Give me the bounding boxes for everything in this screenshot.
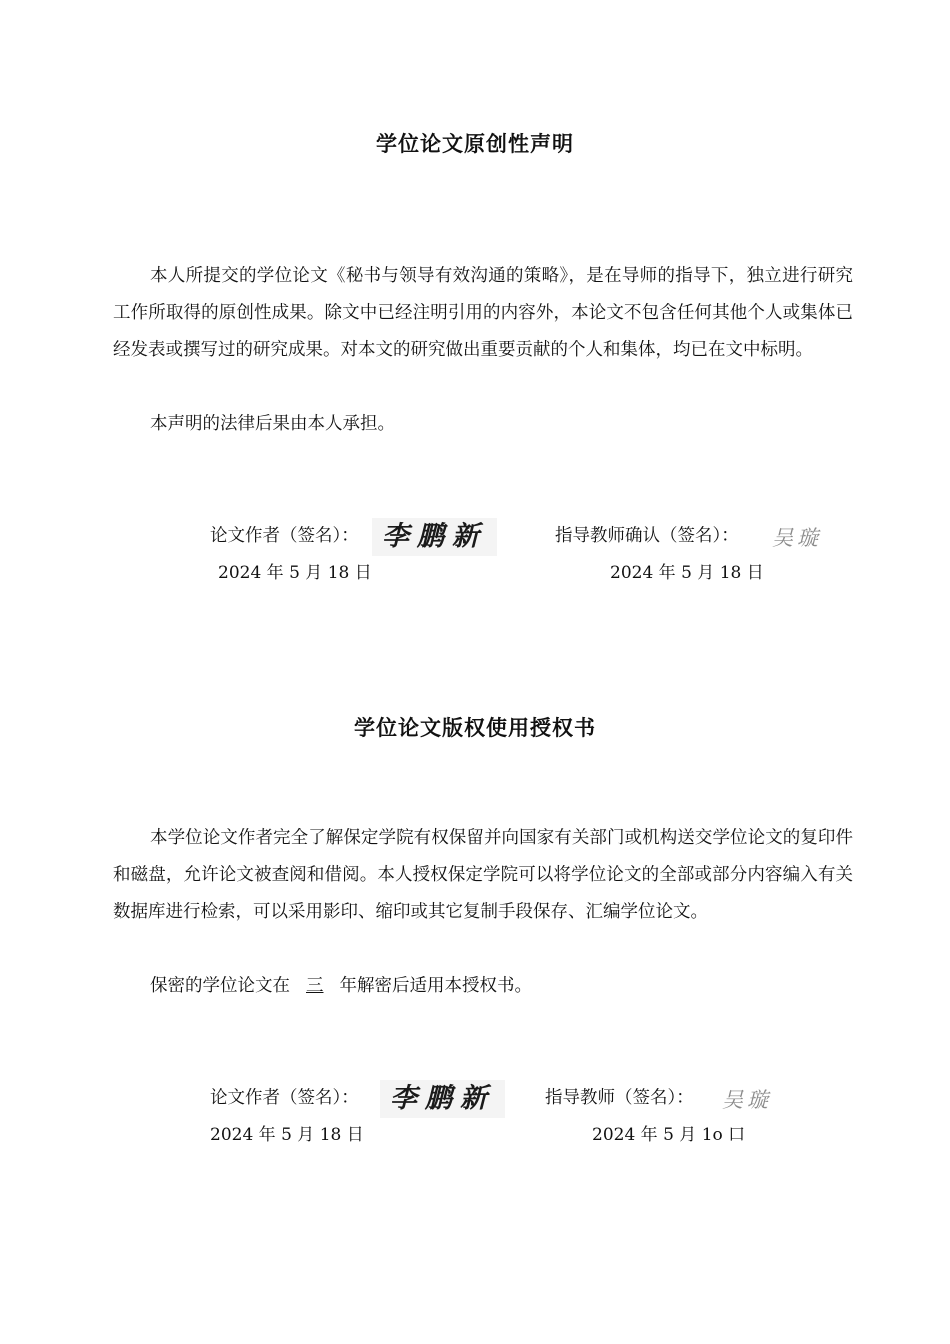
declaration-advisor-date: 2024 年 5 月 18 日 [610,563,764,583]
authorization-advisor-label: 指导教师（签名）： [545,1088,694,1108]
secret-clause [113,968,532,1005]
authorization-paragraph: 本学位论文作者完全了解保定学院有权保留并向国家有关部门或机构送交学位论文的复印件和磁盘，允许论文被查阅和借阅。本人授权保定学院可以将学位论文的全部或部分内容编入有关数据库进行检索，可以采用影印、缩印或其它复制手段保存、汇编学位论文。 [113,828,853,922]
declaration-advisor-label: 指导教师确认（签名）： [555,526,739,546]
authorization-author-date: 2024 年 5 月 18 日 [210,1125,364,1145]
authorization-advisor-signature: 吴璇 [722,1088,772,1112]
declaration-paragraph: 本人所提交的学位论文《秘书与领导有效沟通的策略》，是在导师的指导下，独立进行研究工作所取得的原创性成果。除文中已经注明引用的内容外，本论文不包含任何其他个人或集体已经发表或撰写过的研究成果。对本文的研究做出重要贡献的个人和集体，均已在文中标明。 [113,266,853,360]
authorization-advisor-date: 2024 年 5 月 1ο 口 [592,1125,746,1145]
secret-suffix: 年解密后适用本授权书。 [339,976,532,996]
declaration-title: 学位论文原创性声明 [376,132,574,156]
secret-years: 三 [306,976,324,996]
declaration-author-signature: 李鹏新 [372,518,497,556]
declaration-legal-note: 本声明的法律后果由本人承担。 [150,414,395,434]
authorization-author-label: 论文作者（签名）： [210,1088,359,1108]
declaration-author-label: 论文作者（签名）： [210,526,359,546]
declaration-author-date: 2024 年 5 月 18 日 [218,563,372,583]
declaration-advisor-signature: 吴璇 [772,526,822,550]
authorization-title: 学位论文版权使用授权书 [354,716,596,740]
authorization-author-signature: 李鹏新 [380,1080,505,1118]
secret-prefix: 保密的学位论文在 [150,976,290,996]
